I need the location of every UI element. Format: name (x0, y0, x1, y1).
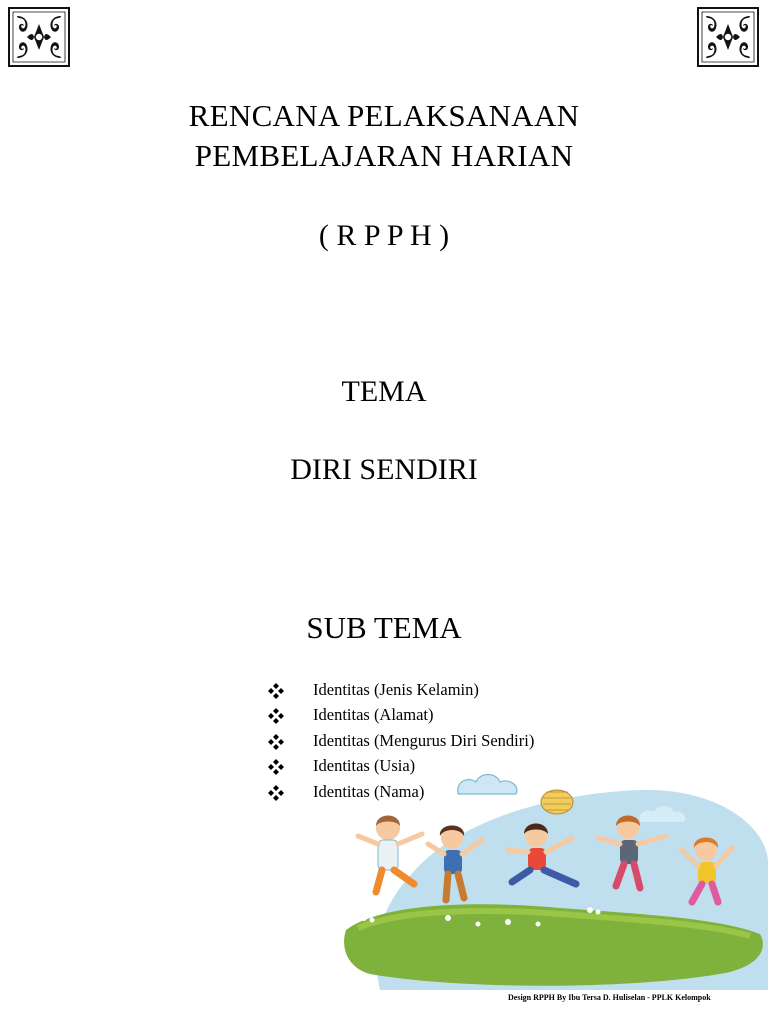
theme-value: DIRI SENDIRI (290, 453, 478, 486)
corner-ornament-top-left-icon (7, 6, 71, 68)
title-line-1: RENCANA PELAKSANAAN (188, 98, 580, 133)
theme-label: TEMA (341, 375, 427, 408)
list-item (268, 731, 534, 756)
subtheme-text: Identitas (Nama) (313, 781, 425, 801)
children-jumping-illustration (340, 768, 768, 990)
four-diamond-bullet-icon (268, 785, 284, 801)
subtheme-label: SUB TEMA (306, 610, 462, 645)
subtheme-text: Identitas (Alamat) (313, 705, 434, 725)
four-diamond-bullet-icon (268, 683, 284, 699)
document-abbreviation: ( R P P H ) (318, 219, 450, 252)
corner-ornament-top-right-icon (696, 6, 760, 68)
subtheme-text: Identitas (Jenis Kelamin) (313, 680, 479, 699)
list-item (268, 705, 534, 730)
cloud-icon (458, 775, 517, 795)
title-line-2: PEMBELAJARAN HARIAN (194, 138, 574, 173)
footer-credit: Design RPPH By Ibu Tersa D. Huliselan - PPLK Kelompok (508, 993, 711, 1002)
four-diamond-bullet-icon (268, 708, 284, 724)
subtheme-text: Identitas (Mengurus Diri Sendiri) (313, 730, 535, 750)
subtheme-text: Identitas (Usia) (313, 756, 416, 776)
four-diamond-bullet-icon (268, 734, 284, 750)
child-figure (358, 816, 422, 893)
sun-icon (541, 790, 573, 814)
list-item (268, 680, 534, 705)
four-diamond-bullet-icon (268, 759, 284, 775)
